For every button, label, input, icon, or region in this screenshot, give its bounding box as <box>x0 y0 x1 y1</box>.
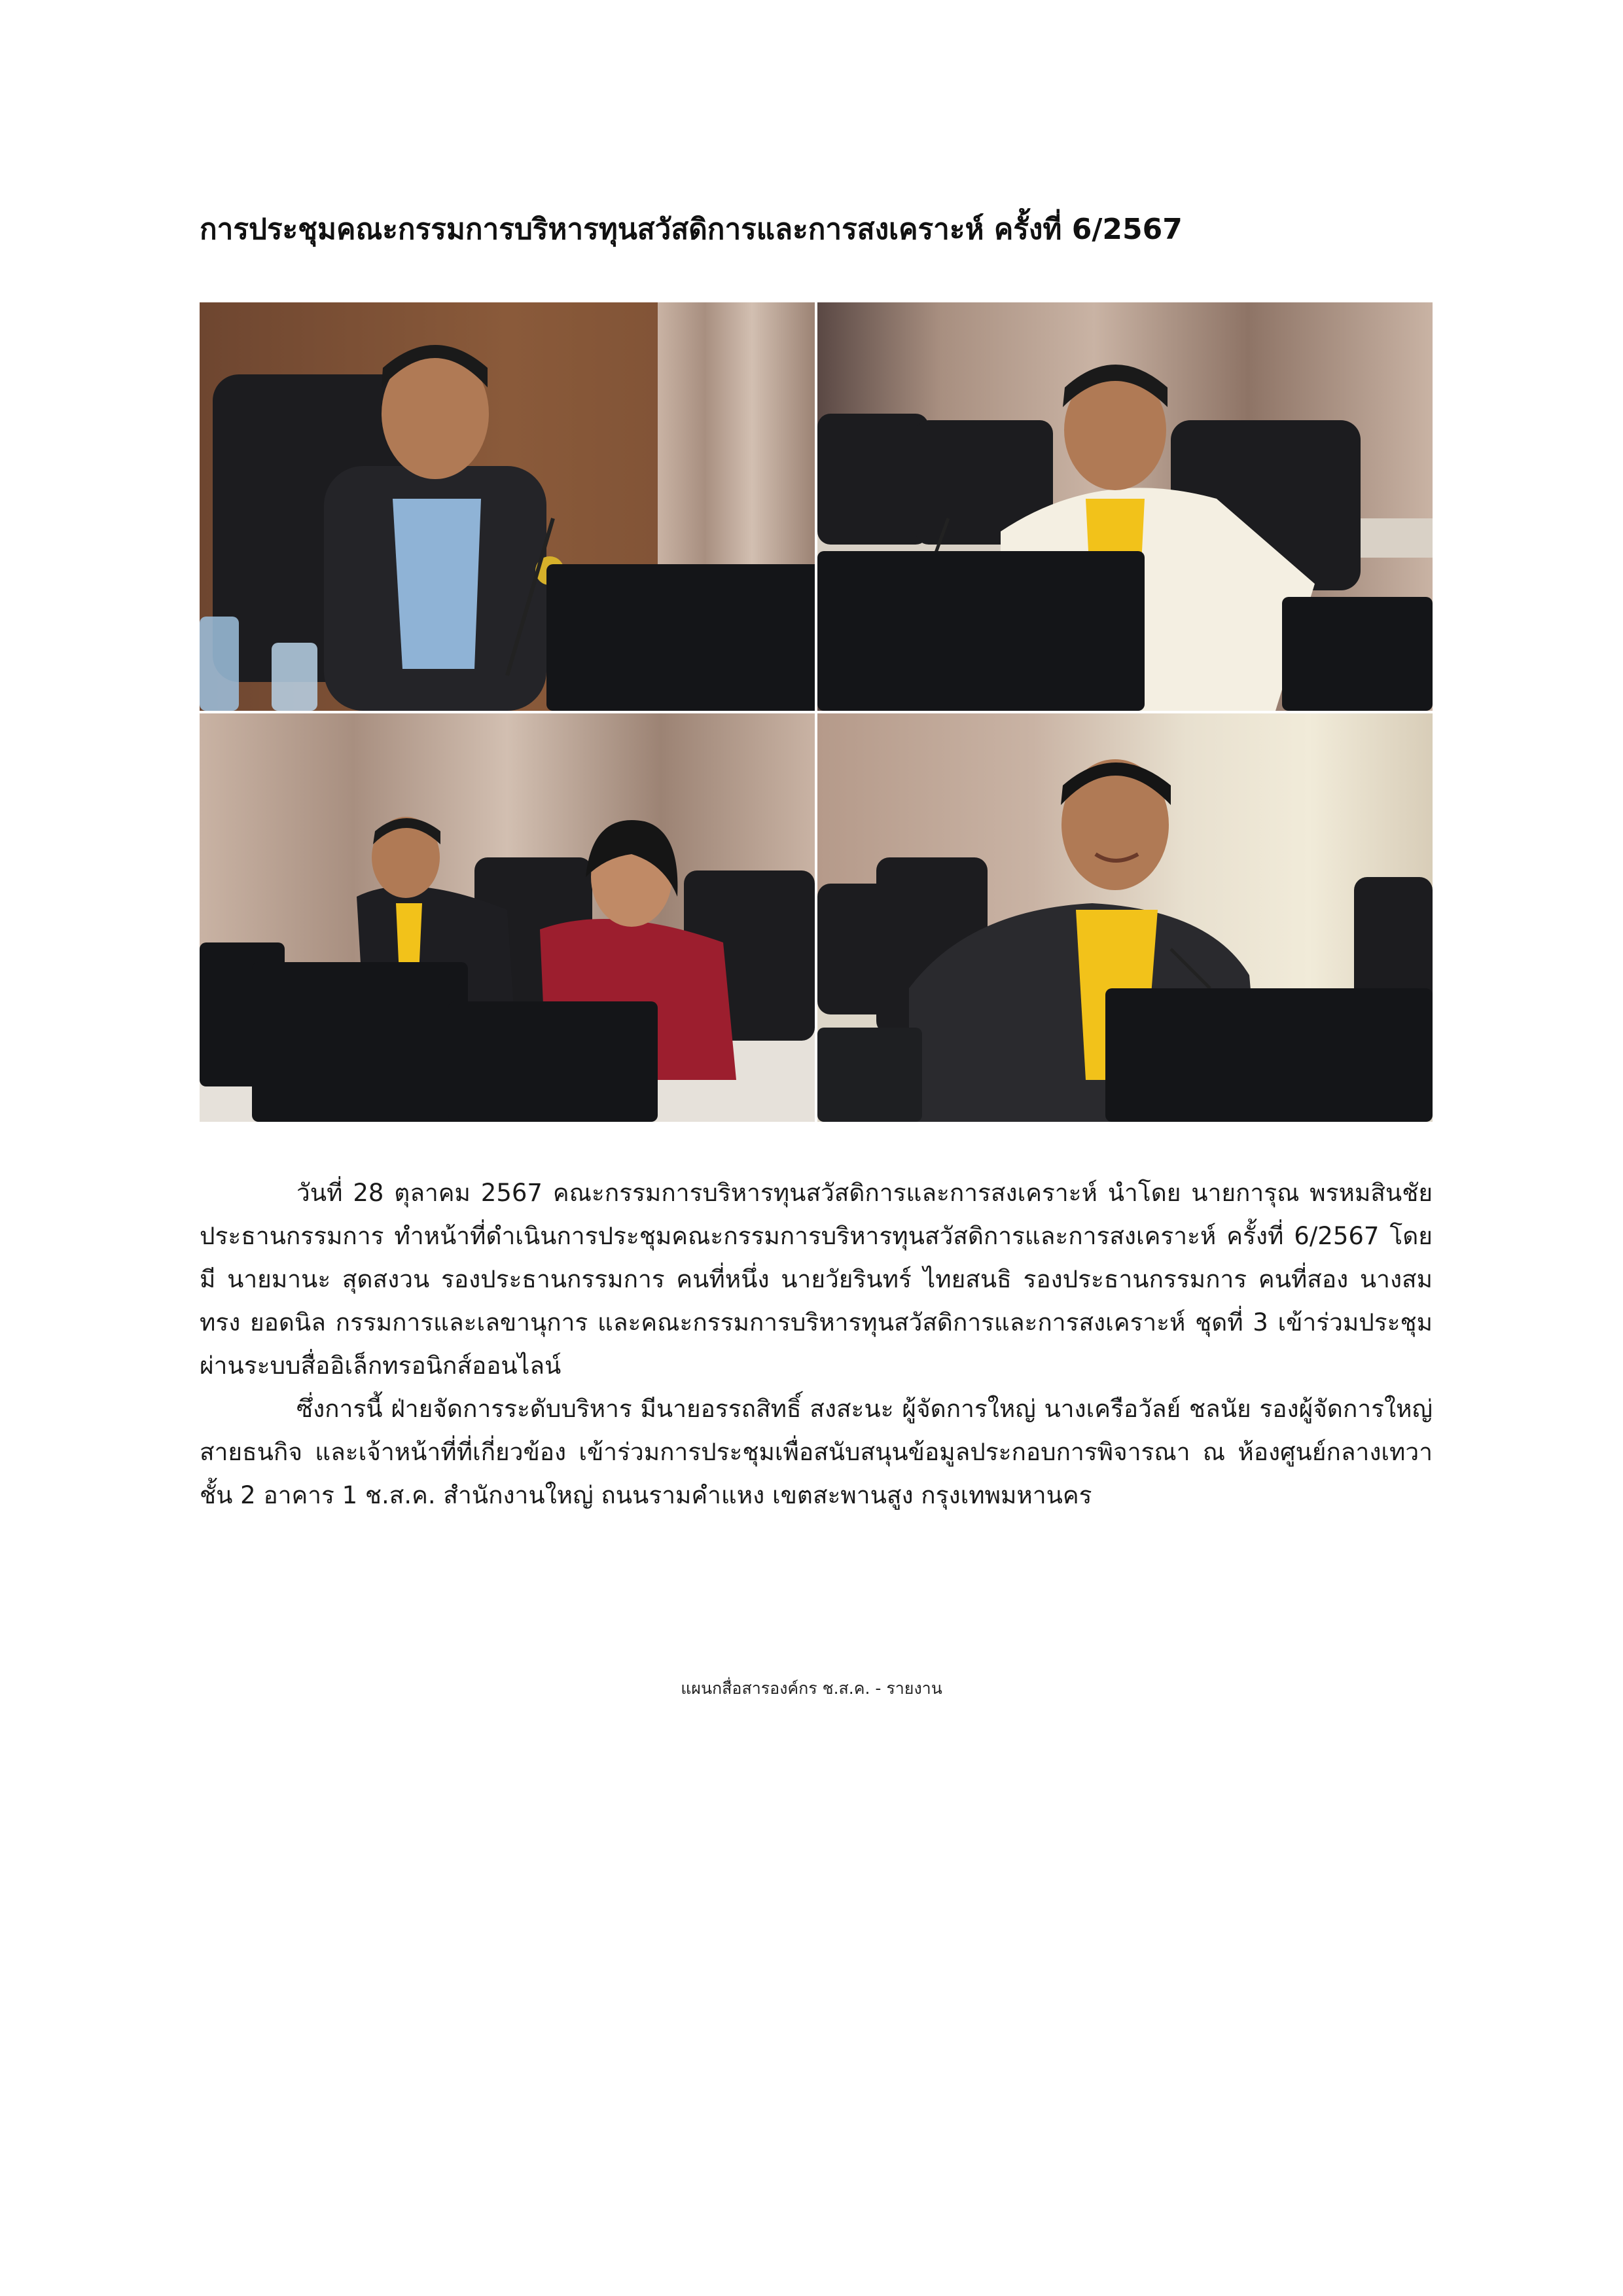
photo-collage <box>200 302 1433 1123</box>
photo-committee-member-smiling <box>817 713 1433 1122</box>
paragraph-2: ซึ่งการนี้ ฝ่ายจัดการระดับบริหาร มีนายอรรถสิทธิ์ สงสะนะ ผู้จัดการใหญ่ นางเครือวัลย์ ชลนัย รองผู้จัดการใหญ่สายธนกิจ และเจ้าหน้าที่ที่เกี่ยวข้อง เข้าร่วมการประชุมเพื่อสนับสนุนข้อมูลประกอบการพิจารณา ณ ห้องศูนย์กลางเทวา ชั้น 2 อาคาร 1 ช.ส.ค. สำนักงานใหญ่ ถนนรามคำแหง เขตสะพานสูง กรุงเทพมหานคร <box>200 1395 1433 1509</box>
photo-1-image <box>200 302 815 711</box>
photo-2-image <box>817 302 1433 711</box>
photo-4-image <box>817 713 1433 1122</box>
photo-committee-members-table <box>200 713 815 1122</box>
credit-line: แผนกสื่อสารองค์กร ช.ส.ค. - รายงาน <box>681 1679 942 1698</box>
photo-committee-chairman <box>200 302 815 711</box>
page-title: การประชุมคณะกรรมการบริหารทุนสวัสดิการและการสงเคราะห์ ครั้งที่ 6/2567 <box>200 213 1183 246</box>
photo-vice-chairman-white-jacket <box>817 302 1433 711</box>
paragraph-1: วันที่ 28 ตุลาคม 2567 คณะกรรมการบริหารทุนสวัสดิการและการสงเคราะห์ นำโดย นายการุณ พรหมสินชัย ประธานกรรมการ ทำหน้าที่ดำเนินการประชุมคณะกรรมการบริหารทุนสวัสดิการและการสงเคราะห์ ครั้งที่ 6/2567 โดยมี นายมานะ สุดสงวน รองประธานกรรมการ คนที่หนึ่ง นายวัยรินทร์ ไทยสนธิ รองประธานกรรมการ คนที่สอง นางสมทรง ยอดนิล กรรมการและเลขานุการ และคณะกรรมการบริหารทุนสวัสดิการและการสงเคราะห์ ชุดที่ 3 เข้าร่วมประชุมผ่านระบบสื่ออิเล็กทรอนิกส์ออนไลน์ <box>200 1179 1433 1380</box>
article-body <box>200 1172 1433 1517</box>
photo-3-image <box>200 713 815 1122</box>
